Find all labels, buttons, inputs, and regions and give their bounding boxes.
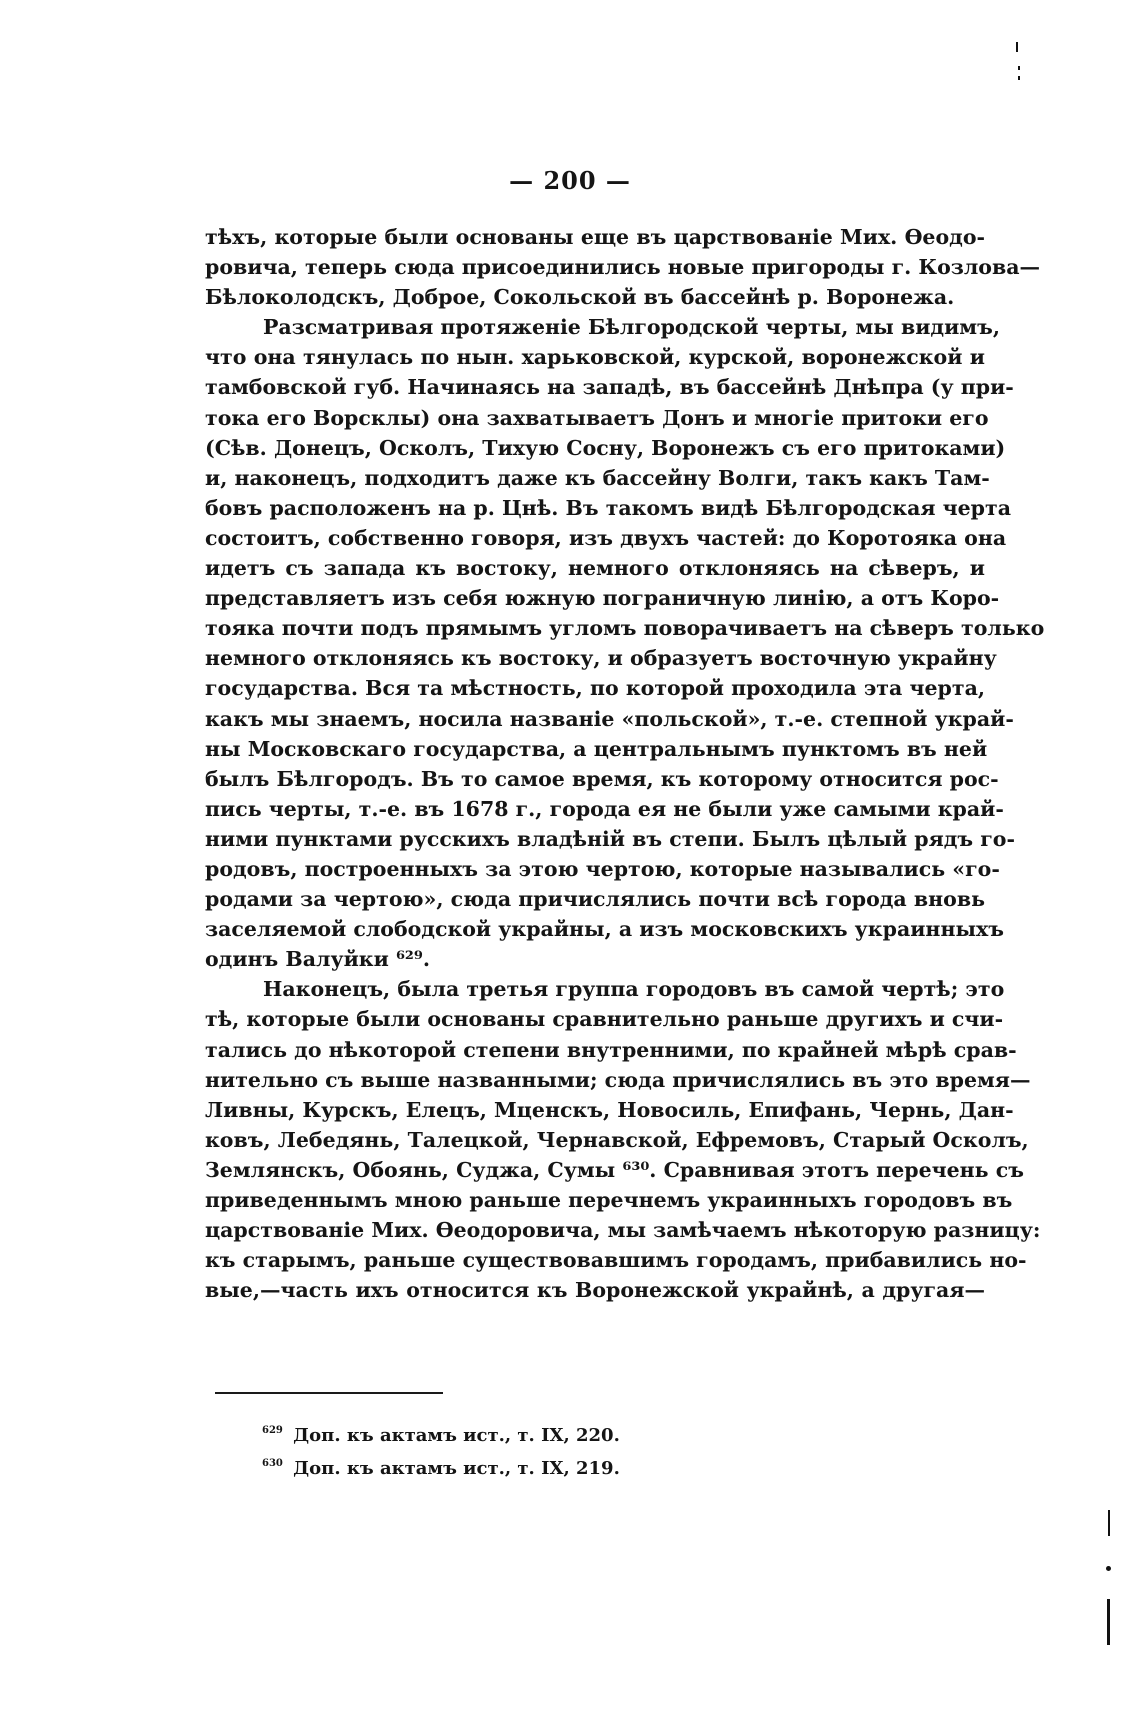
footnote-number: 630: [262, 1458, 283, 1469]
scan-artifact-mark: [1016, 42, 1018, 52]
text-line: тамбовской губ. Начинаясь на западѣ, въ бассейнѣ Днѣпра (у при-: [205, 375, 1014, 400]
main-text: [205, 222, 1045, 1305]
footnote-629: [262, 1417, 682, 1450]
text-line: тояка почти подъ прямымъ угломъ поворачиваетъ на сѣверъ только: [205, 616, 1045, 641]
text-line: и, наконецъ, подходитъ даже къ бассейну Волги, такъ какъ Там-: [205, 465, 990, 490]
text-line: представляетъ изъ себя южную пограничную линію, а отъ Коро-: [205, 586, 1000, 611]
text-line: царствованіе Мих. Ѳеодоровича, мы замѣчаемъ нѣкоторую разницу:: [205, 1218, 1041, 1243]
text-line: какъ мы знаемъ, носила названіе «польской», т.-е. степной украй-: [205, 706, 1014, 731]
page-number: — 200 —: [509, 166, 631, 195]
text-line: ковъ, Лебедянь, Талецкой, Чернавской, Ефремовъ, Старый Осколъ,: [205, 1127, 1029, 1152]
text-line: Наконецъ, была третья группа городовъ въ самой чертѣ; это: [263, 977, 1005, 1002]
scan-artifact-mark: [1108, 1510, 1110, 1536]
text-line: заселяемой слободской украйны, а изъ московскихъ украинныхъ: [205, 917, 1004, 942]
scan-artifact-dot: [1018, 76, 1020, 80]
footnote-number: 629: [262, 1425, 283, 1436]
text-line: ны Московскаго государства, а центральнымъ пунктомъ въ ней: [205, 736, 988, 761]
text-line: тѣ, которые были основаны сравнительно раньше другихъ и счи-: [205, 1007, 1004, 1032]
text-line: былъ Бѣлгородъ. Въ то самое время, къ которому относится рос-: [205, 766, 999, 791]
footnotes: [262, 1417, 682, 1483]
text-line: тались до нѣкоторой степени внутренними, по крайней мѣрѣ срав-: [205, 1037, 1017, 1062]
text-line: бовъ расположенъ на р. Цнѣ. Въ такомъ видѣ Бѣлгородская черта: [205, 495, 1011, 520]
text-line: вые,—часть ихъ относится къ Воронежской украйнѣ, а другая—: [205, 1278, 985, 1303]
text-line: ровича, теперь сюда присоединились новые пригороды г. Козлова—: [205, 255, 1040, 280]
text-line: къ старымъ, раньше существовавшимъ городамъ, прибавились но-: [205, 1248, 1027, 1273]
scan-artifact-dot: [1106, 1566, 1111, 1571]
text-line: родами за чертою», сюда причислялись почти всѣ города вновь: [205, 887, 985, 912]
text-line: Бѣлоколодскъ, Доброе, Сокольской въ бассейнѣ р. Воронежа.: [205, 285, 955, 310]
text-line: приведеннымъ мною раньше перечнемъ украинныхъ городовъ въ: [205, 1188, 1013, 1212]
scan-artifact-mark: [1107, 1599, 1110, 1645]
text-line: немного отклоняясь къ востоку, и образуетъ восточную украйну: [205, 646, 997, 671]
footnote-divider: [215, 1392, 443, 1394]
footnote-text: Доп. къ актамъ ист., т. IX, 220.: [293, 1425, 620, 1446]
text-line: что она тянулась по нын. харьковской, курской, воронежской и: [205, 345, 985, 370]
text-line: идетъ съ запада къ востоку, немного отклоняясь на сѣверъ, и: [205, 556, 985, 581]
text-line: тока его Ворсклы) она захватываетъ Донъ и многіе притоки его: [205, 405, 989, 430]
text-line: (Сѣв. Донецъ, Осколъ, Тихую Сосну, Воронежъ съ его притоками): [205, 435, 1006, 460]
text-line: состоитъ, собственно говоря, изъ двухъ частей: до Коротояка она: [205, 525, 1007, 550]
text-line: тѣхъ, которые были основаны еще въ царствованіе Мих. Ѳеодо-: [205, 225, 985, 249]
text-line: Землянскъ, Обоянь, Суджа, Сумы ⁶³⁰. Сравнивая этотъ перечень съ: [205, 1157, 1024, 1182]
scan-artifact-dot: [1018, 66, 1020, 70]
text-line: Ливны, Курскъ, Елецъ, Мценскъ, Новосиль, Епифань, Чернь, Дан-: [205, 1097, 1014, 1122]
footnote-text: Доп. къ актамъ ист., т. IX, 219.: [293, 1458, 620, 1479]
text-line: одинъ Валуйки ⁶²⁹.: [205, 947, 431, 972]
text-line: пись черты, т.-е. въ 1678 г., города ея не были уже самыми край-: [205, 796, 1004, 821]
footnote-630: [262, 1450, 682, 1483]
text-line: Разсматривая протяженіе Бѣлгородской черты, мы видимъ,: [263, 315, 1000, 340]
text-line: нительно съ выше названными; сюда причислялись въ это время—: [205, 1067, 1031, 1092]
text-line: ними пунктами русскихъ владѣній въ степи. Былъ цѣлый рядъ го-: [205, 826, 1015, 851]
text-line: государства. Вся та мѣстность, по которой проходила эта черта,: [205, 676, 985, 701]
text-line: родовъ, построенныхъ за этою чертою, которые назывались «го-: [205, 856, 1000, 881]
